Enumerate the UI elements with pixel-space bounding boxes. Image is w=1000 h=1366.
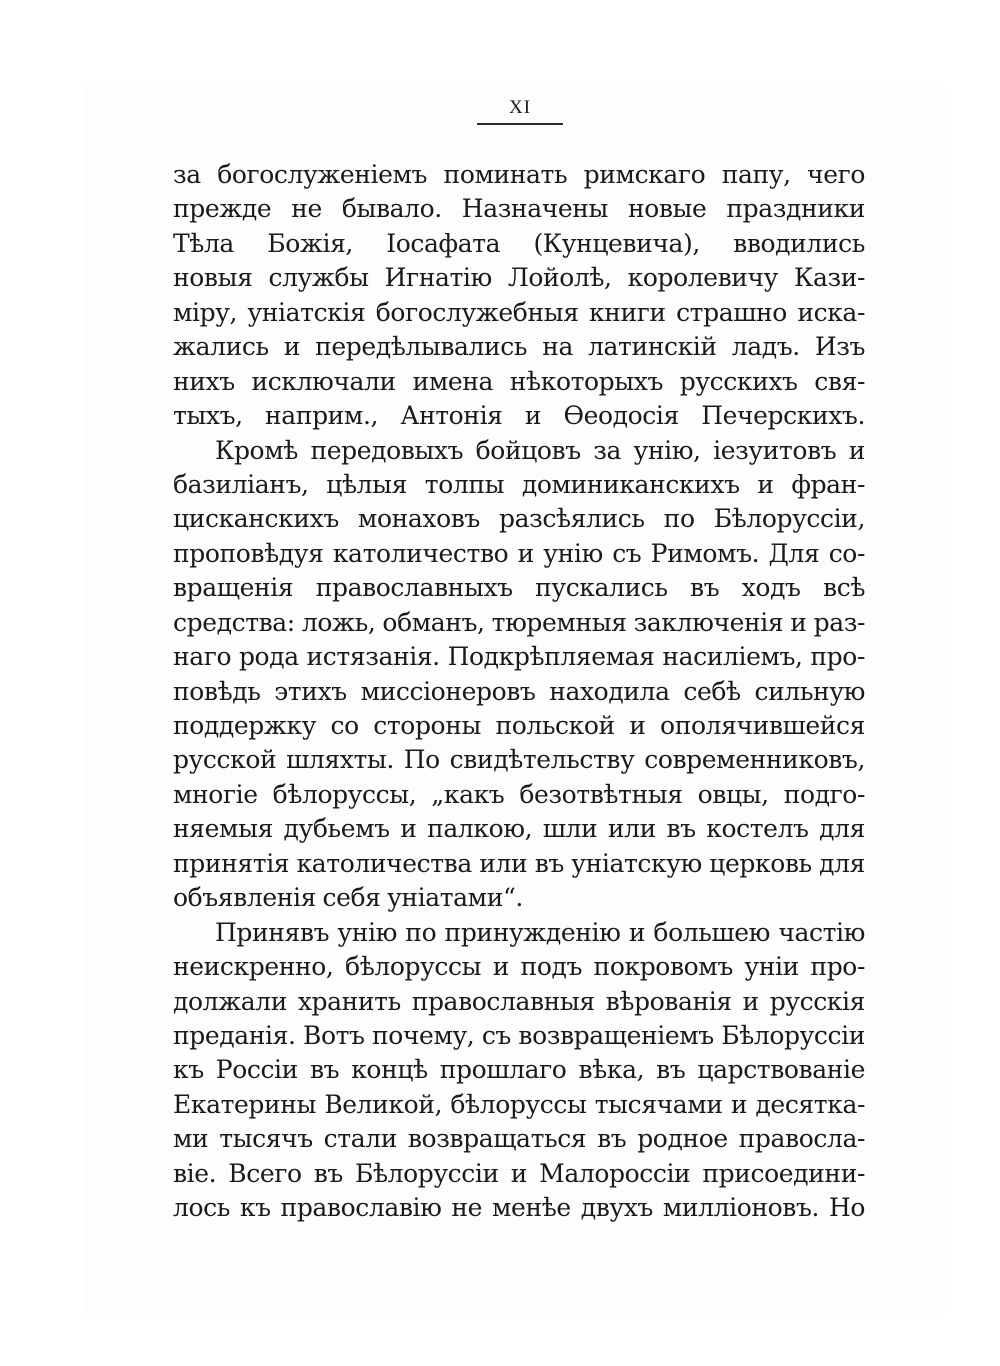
text-line: средства: ложь, обманъ, тюремныя заключенія и раз- xyxy=(173,607,865,637)
page-number: XI xyxy=(508,97,532,118)
text-line: ми тысячъ стали возвращаться въ родное правосла- xyxy=(173,1124,865,1154)
text-line: Екатерины Великой, бѣлоруссы тысячами и десятка- xyxy=(173,1089,865,1119)
text-line: цисканскихъ монаховъ разсѣялись по Бѣлоруссіи, xyxy=(173,504,865,534)
text-line: лось къ православію не менѣе двухъ милліоновъ. Но xyxy=(173,1193,865,1223)
text-line: няемыя дубьемъ и палкою, шли или въ костелъ для xyxy=(173,814,865,844)
text-line: къ Россіи въ концѣ прошлаго вѣка, въ царствованіе xyxy=(173,1055,865,1085)
text-line: повѣдь этихъ миссіонеровъ находила себѣ сильную xyxy=(173,676,865,706)
text-line: прежде не бывало. Назначены новые праздники xyxy=(173,194,865,224)
text-line: за богослуженіемъ поминать римскаго папу, чего xyxy=(173,160,865,189)
text-line: віе. Всего въ Бѣлоруссіи и Малороссіи присоедини- xyxy=(173,1158,865,1188)
text-line: преданія. Вотъ почему, съ возвращеніемъ Бѣлоруссіи xyxy=(173,1020,865,1050)
text-line: проповѣдуя католичество и унію съ Римомъ. Для со- xyxy=(173,538,865,568)
text-line: должали хранить православныя вѣрованія и русскія xyxy=(173,986,865,1016)
text-line: поддержку со стороны польской и ополячившейся xyxy=(173,711,865,740)
header-rule xyxy=(477,123,563,125)
text-line: нихъ исключали имена нѣкоторыхъ русскихъ свя- xyxy=(173,366,865,396)
text-line: наго рода истязанія. Подкрѣпляемая насиліемъ, про- xyxy=(173,642,865,672)
text-line: жались и передѣлывались на латинскій ладъ. Изъ xyxy=(173,332,865,362)
text-line: многіе бѣлоруссы, „какъ безотвѣтныя овцы, подго- xyxy=(173,779,865,809)
text-line: тыхъ, наприм., Антонія и Ѳеодосія Печерскихъ. xyxy=(173,401,865,431)
text-line: базиліанъ, цѣлыя толпы доминиканскихъ и фран- xyxy=(173,469,865,499)
text-line: новыя службы Игнатію Лойолѣ, королевичу Кази- xyxy=(173,263,865,293)
text-line: вращенія православныхъ пускались въ ходъ всѣ xyxy=(173,573,865,603)
text-line: принятія католичества или въ уніатскую церковь для xyxy=(173,848,865,878)
body-text xyxy=(173,158,865,1226)
paragraph-last-line: объявленія себя уніатами“. xyxy=(173,883,523,913)
paragraph-first-line: Принявъ унію по принужденію и большею частію xyxy=(215,917,865,947)
text-line: міру, уніатскія богослужебныя книги страшно иска- xyxy=(173,297,865,327)
text-line: неискренно, бѣлоруссы и подъ покровомъ уніи про- xyxy=(173,952,865,982)
paragraph-first-line: Кромѣ передовыхъ бойцовъ за унію, іезуитовъ и xyxy=(215,435,865,465)
text-line: Тѣла Божія, Іосафата (Кунцевича), вводились xyxy=(173,228,865,258)
text-line: русской шляхты. По свидѣтельству современниковъ, xyxy=(173,745,865,775)
